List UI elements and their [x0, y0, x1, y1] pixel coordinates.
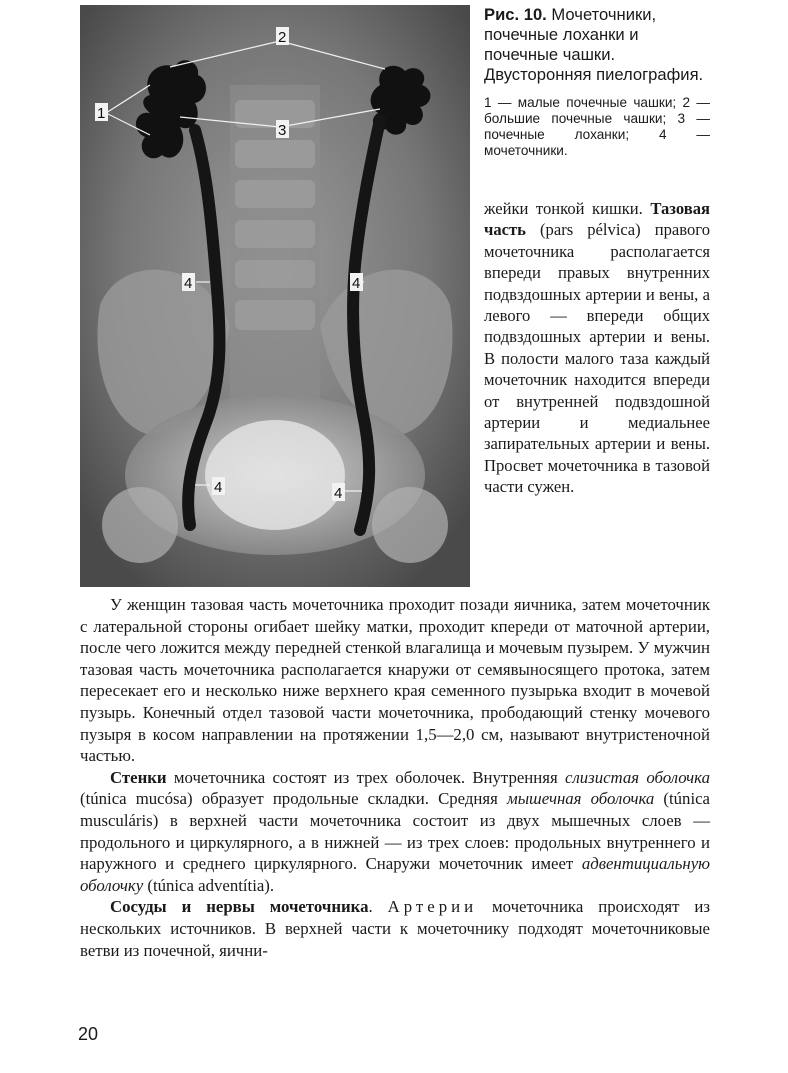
- vessels-dot: .: [368, 897, 388, 917]
- caption-fig-number: Рис. 10.: [484, 5, 547, 24]
- paragraph-vessels: [80, 896, 710, 961]
- pelvic-part-term: Тазовая часть: [484, 199, 710, 240]
- mucosa-term: слизистая оболочка: [565, 767, 711, 787]
- muscular-term: мышечная оболочка: [506, 789, 655, 809]
- caption-title: [484, 5, 710, 85]
- main-text: [80, 594, 710, 961]
- walls-term: Стенки: [110, 767, 167, 787]
- caption-title-text: Мочеточники, почечные лоханки и почечные чашки. Двусторонняя пиелография.: [484, 5, 704, 84]
- pyelography-figure: [80, 5, 470, 587]
- paragraph-pelvic-course: У женщин тазовая часть мочеточника проходит позади яичника, затем мочеточник с латеральной стороны огибает шейку матки, проходит кпереди от маточной артерии, после чего ложится между передней стенкой влагалища и мочевым пузырем. У мужчин тазовая часть мочеточника располагается кнаружи от семявыносящего протока, затем пересекает его и несколько ниже верхнего края семенного пузырька входит в мочевой пузырь. Конечный отдел тазовой части мочеточника, прободающий стенку мочевого пузыря в косом направлении на протяжении 1,5—2,0 см, называют внутристеночной частью.: [80, 595, 710, 766]
- side-paragraph: [484, 198, 710, 498]
- label-calyces-major: 2: [278, 29, 287, 46]
- label-ureter-left-lower: 4: [214, 479, 223, 496]
- adventitia-term: адвентициальную оболочку: [80, 854, 710, 895]
- label-renal-pelvis: 3: [278, 122, 287, 139]
- figure-caption: [484, 5, 710, 159]
- walls-text-c: (túnica musculáris) в верхней части мочеточника состоит из двух мышечных слоев — продольного и циркулярного, а в нижней — из трех слоев: продольных внутреннего и наружного и среднего циркулярного. Снаружи мочеточник имеет: [80, 789, 710, 874]
- walls-text-a: мочеточника состоят из трех оболочек. Внутренняя: [166, 767, 565, 787]
- label-ureter-right-upper: 4: [352, 275, 361, 292]
- walls-text-b: (túnica mucósa) образует продольные складки. Средняя: [80, 789, 507, 809]
- label-calyces-minor: 1: [97, 105, 106, 122]
- label-ureter-left-upper: 4: [184, 275, 193, 292]
- side-text: (pars pélvica) правого мочеточника располагается впереди правых внутренних подвздошных артерии и вены, а левого — впереди общих подвздошных артерии и вены. В полости малого таза каждый мочеточник находится впереди от внутренней подвздошной артерии и медиальнее запирательных артерии и вены. Просвет мочеточника в тазовой части сужен.: [484, 220, 710, 497]
- side-column-text: [484, 198, 710, 498]
- walls-text-d: (túnica adventítia).: [143, 875, 275, 895]
- xray-image: [80, 5, 470, 587]
- caption-legend: 1 — малые почечные чашки; 2 — большие почечные чашки; 3 — почечные лоханки; 4 — мочеточники.: [484, 95, 710, 158]
- label-ureter-right-lower: 4: [334, 485, 343, 502]
- side-lead: жейки тонкой кишки.: [484, 199, 643, 218]
- vessels-text: мочеточника происходят из нескольких источников. В верхней части к мочеточнику подходят мочеточниковые ветви из почечной, яични-: [80, 897, 711, 960]
- paragraph-walls: [80, 767, 710, 897]
- vessels-term: Сосуды и нервы мочеточника: [110, 897, 369, 917]
- arteries-term: Артерии: [387, 897, 478, 917]
- page-number: 20: [78, 1024, 99, 1044]
